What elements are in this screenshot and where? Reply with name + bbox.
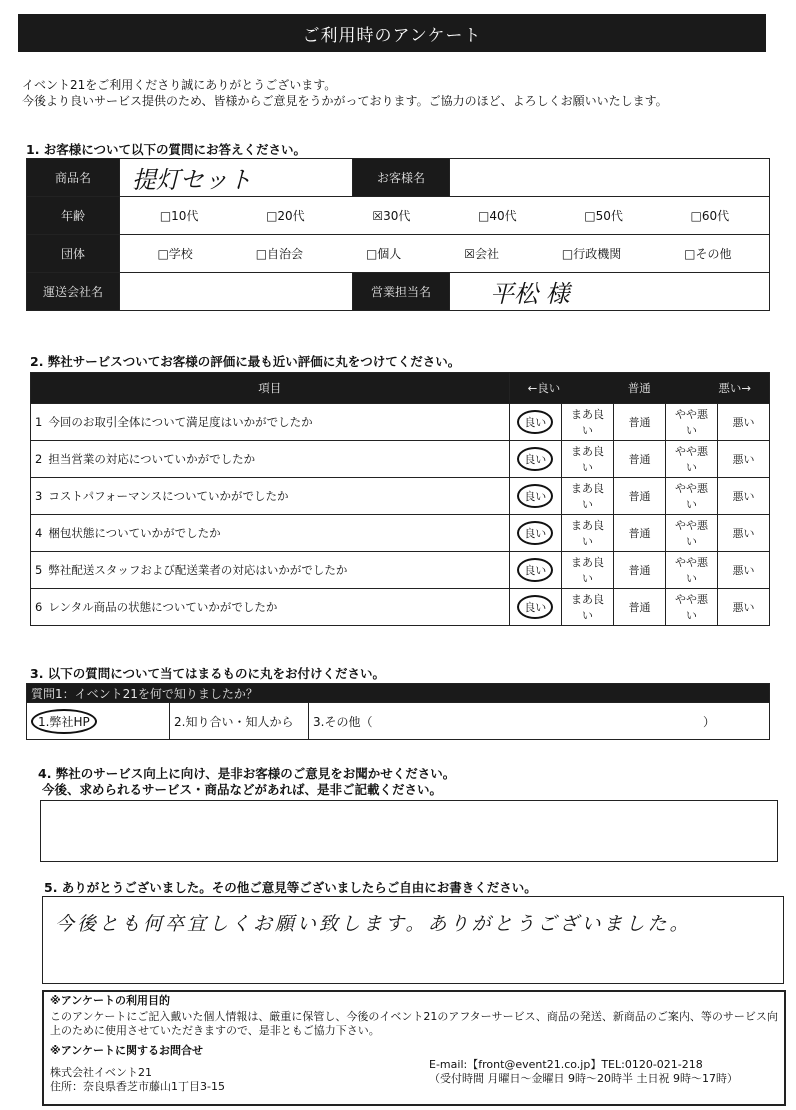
rating-option-label: やや悪い: [674, 593, 708, 622]
age-label: 年齢: [27, 197, 120, 235]
age-options: [120, 197, 770, 235]
question-number: 2: [35, 452, 43, 466]
rating-option[interactable]: [717, 478, 769, 515]
intro-line-2: 今後より良いサービス提供のため、皆様からご意見をうかがっております。ご協力のほど、よろしくお願いいたします。: [22, 94, 668, 108]
org-option-individual[interactable]: □個人: [365, 247, 402, 261]
rating-row: [31, 404, 770, 441]
rating-option-label: まあ良い: [571, 482, 604, 511]
rating-option-label: 悪い: [732, 564, 755, 577]
scale-normal: 普通: [627, 381, 651, 395]
section4-heading: 4. 弊社のサービス向上に向け、是非お客様のご意見をお聞かせください。: [38, 766, 456, 781]
rating-option-label: 普通: [628, 564, 651, 577]
rating-option[interactable]: [562, 441, 614, 478]
rating-option-label: まあ良い: [571, 593, 604, 622]
question-text: [31, 515, 510, 552]
rating-option-label: やや悪い: [674, 556, 708, 585]
rating-option[interactable]: [717, 552, 769, 589]
rating-table: [30, 372, 770, 626]
customer-label: お客様名: [353, 159, 450, 197]
question-number: 6: [35, 600, 43, 614]
rating-row: [31, 515, 770, 552]
section3-heading: 3. 以下の質問について当てはまるものに丸をお付けください。: [30, 666, 386, 681]
source-other-label: 3.その他（: [313, 714, 373, 729]
rating-option[interactable]: [717, 404, 769, 441]
age-option-60s[interactable]: □60代: [690, 209, 730, 223]
contact-email-tel: E-mail:【front@event21.co.jp】TEL:0120-021-218: [429, 1058, 703, 1071]
rating-option-label: 良い: [517, 521, 553, 545]
rating-option-label: まあ良い: [571, 408, 604, 437]
org-option-other[interactable]: □その他: [684, 247, 732, 261]
rating-option[interactable]: [509, 441, 561, 478]
rating-option-label: 悪い: [732, 490, 755, 503]
sales-label: 営業担当名: [353, 273, 450, 311]
rating-option[interactable]: [614, 589, 666, 626]
age-option-50s[interactable]: □50代: [584, 209, 623, 223]
rating-row: [31, 552, 770, 589]
question-number: 3: [35, 489, 43, 503]
question-number: 4: [35, 526, 43, 540]
rating-option-label: 普通: [628, 490, 651, 503]
question-label: 担当営業の対応についていかがでしたか: [48, 452, 256, 466]
question-number: 5: [35, 563, 43, 577]
rating-option[interactable]: [509, 589, 561, 626]
question-text: [31, 441, 510, 478]
scale-bad: 悪い→: [718, 381, 751, 395]
age-option-40s[interactable]: □40代: [477, 209, 517, 223]
sales-value: 平松 様: [490, 280, 570, 308]
section5-answer-box[interactable]: [42, 896, 784, 984]
question-label: 弊社配送スタッフおよび配送業者の対応はいかがでしたか: [48, 563, 348, 577]
rating-row: [31, 478, 770, 515]
org-option-government[interactable]: □行政機関: [561, 247, 622, 261]
rating-option[interactable]: [509, 515, 561, 552]
section5-heading: 5. ありがとうございました。その他ご意見等ございましたらご自由にお書きください。: [44, 880, 537, 895]
rating-option[interactable]: [665, 441, 717, 478]
scale-good: ←良い: [527, 381, 561, 395]
question-label: 梱包状態についていかがでしたか: [48, 526, 221, 540]
rating-option-label: 悪い: [732, 601, 755, 614]
rating-row: [31, 589, 770, 626]
section4-answer-box[interactable]: [40, 800, 778, 862]
company-name: 株式会社イベント21: [50, 1066, 152, 1079]
rating-option-label: 悪い: [732, 453, 755, 466]
rating-option-label: 良い: [517, 558, 553, 582]
rating-option-label: やや悪い: [674, 408, 708, 437]
product-label: 商品名: [27, 159, 120, 197]
source-option-hp[interactable]: [27, 703, 170, 740]
footer-box: [42, 990, 786, 1106]
product-value: 提灯セット: [132, 166, 252, 194]
rating-option[interactable]: [614, 478, 666, 515]
rating-option[interactable]: [562, 589, 614, 626]
customer-info-table: [26, 158, 770, 311]
source-other-close: ）: [702, 714, 715, 729]
rating-option[interactable]: [562, 515, 614, 552]
rating-option[interactable]: [717, 589, 769, 626]
rating-option[interactable]: [614, 552, 666, 589]
section4-subheading: 今後、求められるサービス・商品などがあれば、是非ご記載ください。: [42, 782, 443, 797]
shipping-label: 運送会社名: [27, 273, 120, 311]
rating-option[interactable]: [509, 478, 561, 515]
question-text: [31, 478, 510, 515]
age-option-30s[interactable]: ☒30代: [372, 209, 411, 223]
rating-option[interactable]: [562, 404, 614, 441]
source-table: [26, 683, 770, 740]
org-option-company[interactable]: ☒会社: [464, 247, 499, 261]
org-label: 団体: [27, 235, 120, 273]
rating-option[interactable]: [665, 515, 717, 552]
rating-option[interactable]: [665, 478, 717, 515]
rating-scale: [509, 373, 769, 404]
rating-option-label: まあ良い: [571, 445, 604, 474]
intro-line-1: イベント21をご利用くださり誠にありがとうございます。: [22, 78, 337, 92]
question-label: コストパフォーマンスについていかがでしたか: [48, 489, 289, 503]
company-address: 住所：奈良県香芝市藤山1丁目3-15: [50, 1080, 225, 1093]
rating-option-label: やや悪い: [674, 445, 708, 474]
rating-option[interactable]: [665, 589, 717, 626]
rating-option[interactable]: [614, 515, 666, 552]
question-text: [31, 552, 510, 589]
rating-option-label: 良い: [517, 447, 553, 471]
contact-hours: （受付時間 月曜日～金曜日 9時～20時半 土日祝 9時～17時）: [429, 1072, 738, 1085]
rating-option-label: 良い: [517, 595, 553, 619]
rating-option[interactable]: [665, 552, 717, 589]
rating-option[interactable]: [717, 441, 769, 478]
rating-option-label: まあ良い: [571, 556, 604, 585]
item-header: 項目: [31, 373, 510, 404]
question-number: 1: [35, 415, 43, 429]
rating-option[interactable]: [614, 404, 666, 441]
rating-option-label: 普通: [628, 601, 651, 614]
question-label: 今回のお取引全体について満足度はいかがでしたか: [48, 415, 313, 429]
customer-field[interactable]: [450, 159, 770, 197]
question1-label: 質問1：イベント21を何で知りましたか？: [27, 684, 770, 703]
rating-option-label: やや悪い: [674, 519, 708, 548]
rating-option[interactable]: [614, 441, 666, 478]
purpose-title: ※アンケートの利用目的: [50, 994, 171, 1007]
rating-option-label: 悪い: [732, 416, 755, 429]
rating-option-label: まあ良い: [571, 519, 604, 548]
rating-option-label: 悪い: [732, 527, 755, 540]
rating-option[interactable]: [665, 404, 717, 441]
section2-heading: 2. 弊社サービスついてお客様の評価に最も近い評価に丸をつけてください。: [30, 354, 461, 369]
rating-row: [31, 441, 770, 478]
org-option-community[interactable]: □自治会: [255, 247, 304, 261]
age-option-20s[interactable]: □20代: [266, 209, 305, 223]
rating-option-label: 普通: [628, 453, 651, 466]
rating-option[interactable]: [717, 515, 769, 552]
shipping-field[interactable]: [120, 273, 353, 311]
rating-option-label: 良い: [517, 484, 553, 508]
age-option-10s[interactable]: □10代: [159, 209, 199, 223]
product-field[interactable]: [120, 159, 353, 197]
question-text: [31, 404, 510, 441]
source-option-other[interactable]: [309, 703, 770, 740]
rating-option[interactable]: [509, 404, 561, 441]
purpose-text: このアンケートにご記入戴いた個人情報は、厳重に保管し、今後のイベント21のアフターサービス、商品の発送、新商品のご案内、等のサービス向上のために使用させていただきますので、是非ともご協力下さい。: [50, 1010, 778, 1037]
rating-option-label: 普通: [628, 527, 651, 540]
question-label: レンタル商品の状態についていかがでしたか: [48, 600, 278, 614]
survey-title: ご利用時のアンケート: [18, 14, 766, 52]
rating-option[interactable]: [562, 552, 614, 589]
rating-option[interactable]: [509, 552, 561, 589]
contact-title: ※アンケートに関するお問合せ: [50, 1044, 204, 1057]
rating-option-label: やや悪い: [674, 482, 708, 511]
source-option-friend[interactable]: 2.知り合い・知人から: [170, 703, 309, 740]
section1-heading: 1. お客様について以下の質問にお答えください。: [26, 142, 307, 157]
sales-field[interactable]: [450, 273, 770, 311]
rating-option-label: 普通: [628, 416, 651, 429]
source-hp-label: 1.弊社HP: [31, 709, 97, 734]
org-options: [120, 235, 770, 273]
org-option-school[interactable]: □学校: [157, 247, 193, 261]
question-text: [31, 589, 510, 626]
rating-option-label: 良い: [517, 410, 553, 434]
rating-option[interactable]: [562, 478, 614, 515]
section5-answer: 今後とも何卒宜しくお願い致します。ありがとうございました。: [55, 913, 692, 935]
